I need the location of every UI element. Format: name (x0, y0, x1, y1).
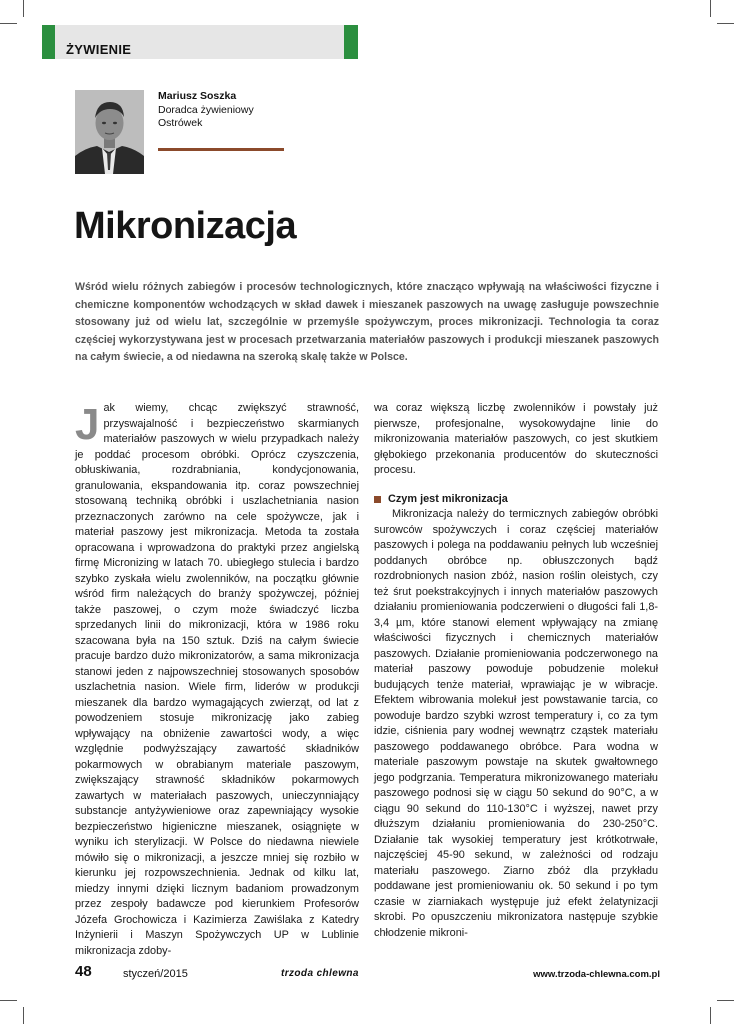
issue-date: styczeń/2015 (123, 968, 188, 980)
column-right-intro: wa coraz większą liczbę zwolenników i powstały już pierwsze, profesjonalne, wysokowydajne linie do mikronizowania materiałów paszowych, co jest skutkiem głębokiego przekonania producentów do skuteczności procesu. (374, 402, 658, 476)
column-left (75, 401, 359, 959)
crop-mark-bottom-left-h (0, 1000, 17, 1001)
author-portrait-icon (75, 90, 144, 174)
author-name: Mariusz Soszka (158, 90, 237, 102)
author-photo (75, 90, 144, 174)
section-label: ŻYWIENIE (66, 42, 132, 57)
author-divider (158, 148, 284, 151)
magazine-brand: trzoda chlewna (281, 968, 359, 979)
column-left-text: ak wiemy, chcąc zwiększyć strawność, przyswajalność i bezpieczeństwo skarmianych materiałów paszowych w wielu przypadkach należy je poddać procesom obróbki. Oprócz czyszczenia, obłuskiwania, rozdrabniania, kondycjonowania, granulowania, ekspandowania itp. coraz powszechniej stosowaną techniką obróbki i uszlachetniania nasion przeznaczonych zarówno na cele spożywcze, jak i materiał paszowy jest mikronizacja. Metoda ta została opracowana i wprowadzona do praktyki przez angielską firmę Micronizing w latach 70. ubiegłego stulecia i bardzo szybko zyskała wielu zwolenników, na początku głównie wśród firm należących do branży spożywczej, później także paszowej, o czym może świadczyć liczba sprzedanych linii do mikronizacji, która w 1986 roku szacowana była na 150 sztuk. Dziś na całym świecie pracuje bardzo dużo mikronizatorów, a sama mikronizacja stanowi jeden z najpowszechniej stosowanych sposobów uszlachetnia nasion. Wiele firm, liderów w produkcji mieszanek dla bardzo wymagających zwierząt, od lat z powodzeniem stosuje mikronizację jako zabieg wpływający na obniżenie zawartości wody, a więc względnie podwyższający zawartość składników pokarmowych w obrabianym materiale paszowym, zwiększający strawność składników pokarmowych zawartych w materiałach paszowych, unieczynniający substancje antyżywieniowe oraz zapewniający wysokie bezpieczeństwo higieniczne mieszanek, osiągnięte w wyniku ich sterylizacji. W Polsce do niedawna niewiele mówiło się o mikronizacji, a jeszcze mniej się rozbiło w kierunku jej rozpowszechnienia. Jednak od kilku lat, miedzy innymi dzięki licznym badaniom prowadzonym przez zespoły badawcze pod kierunkiem Profesorów Józefa Grochowicza i Kazimierza Zawiślaka z Katedry Inżynierii i Maszyn Spożywczych UP w Lublinie mikronizacja zdoby- (75, 402, 359, 957)
drop-cap: J (75, 400, 100, 449)
author-block (158, 90, 254, 131)
subheading-text: Czym jest mikronizacja (388, 492, 508, 505)
author-role: Doradca żywieniowy (158, 103, 254, 116)
crop-mark-bottom-left-v (23, 1007, 24, 1024)
crop-mark-bottom-right-v (710, 1007, 711, 1024)
subheading (374, 492, 658, 508)
square-bullet-icon (374, 496, 381, 503)
crop-mark-top-right-h (717, 23, 734, 24)
crop-mark-bottom-right-h (717, 1000, 734, 1001)
section-accent-right (344, 25, 358, 59)
page-footer (75, 963, 660, 984)
column-right-body: Mikronizacja należy do termicznych zabiegów obróbki surowców spożywczych i coraz częściej materiałów paszowych i polega na poddawaniu pełnych lub wcześniej poddanych obróbce np. obłuszczonych bądź rozdrobnionych nasion zbóż, nasion roślin oleistych, czy też śrut poekstrakcyjnych i innych materiałów paszowych działaniu promieniowania podczerwieni o długości fali 1,8-3,4 µm, które stanowi element wpływający na zmianę właściwości fizycznych i chemicznych materiałów paszowych. Działanie promieniowania podczerwonego na materiał paszowy powoduje pobudzenie molekuł budujących tenże materiał, wprawiając je w wibracje. Efektem wibrowania molekuł jest powstawanie tarcia, co powoduje bardzo szybki wzrost temperatury i, co za tym idzie, ciśnienia pary wodnej wewnątrz cząstek materiału paszowego poddawanego obróbce. Para wodna w materiale paszowym powstaje na skutek gwałtownego jego podgrzania. Temperatura mikronizowanego materiału paszowego podnosi się w ciągu 50 sekund do 90°C, a w ciągu 90 sekund do 110-130°C i wyższej, nawet przy dłuższym działaniu promieniowania do 230-250°C. Działanie tak wysokiej temperatury jest krótkotrwałe, najczęściej 45-90 sekund, w zależności od rodzaju materiału paszowego. Ziarno zbóż dla przykładu poddawane jest promieniowaniu ok. 50 sekund i po tym czasie w ziarniakach występuje już efekt żelatynizacji skrobi. Po opuszczeniu mikronizatora następuje szybkie chłodzenie mikroni- (374, 508, 658, 939)
page-number: 48 (75, 963, 92, 980)
section-accent-left (42, 25, 55, 59)
crop-mark-top-right-v (710, 0, 711, 17)
crop-mark-top-left-v (23, 0, 24, 17)
column-right (374, 401, 658, 941)
crop-mark-top-left-h (0, 23, 17, 24)
magazine-url[interactable]: www.trzoda-chlewna.com.pl (533, 969, 660, 980)
article-lead: Wśród wielu różnych zabiegów i procesów technologicznych, które znacząco wpływają na właściwości fizyczne i chemiczne komponentów wchodzących w skład dawek i mieszanek paszowych na uwagę zasługuje powszechnie stosowany już od wielu lat, szczególnie w przemyśle spożywczym, proces mikronizacji. Technologia ta coraz częściej wykorzystywana jest w procesach przetwarzania materiałów paszowych i produkcji mieszanek paszowych na całym świecie, a od niedawna na szeroką skalę także w Polsce. (75, 281, 659, 364)
author-place: Ostrówek (158, 117, 203, 129)
article-title: Mikronizacja (74, 205, 297, 247)
